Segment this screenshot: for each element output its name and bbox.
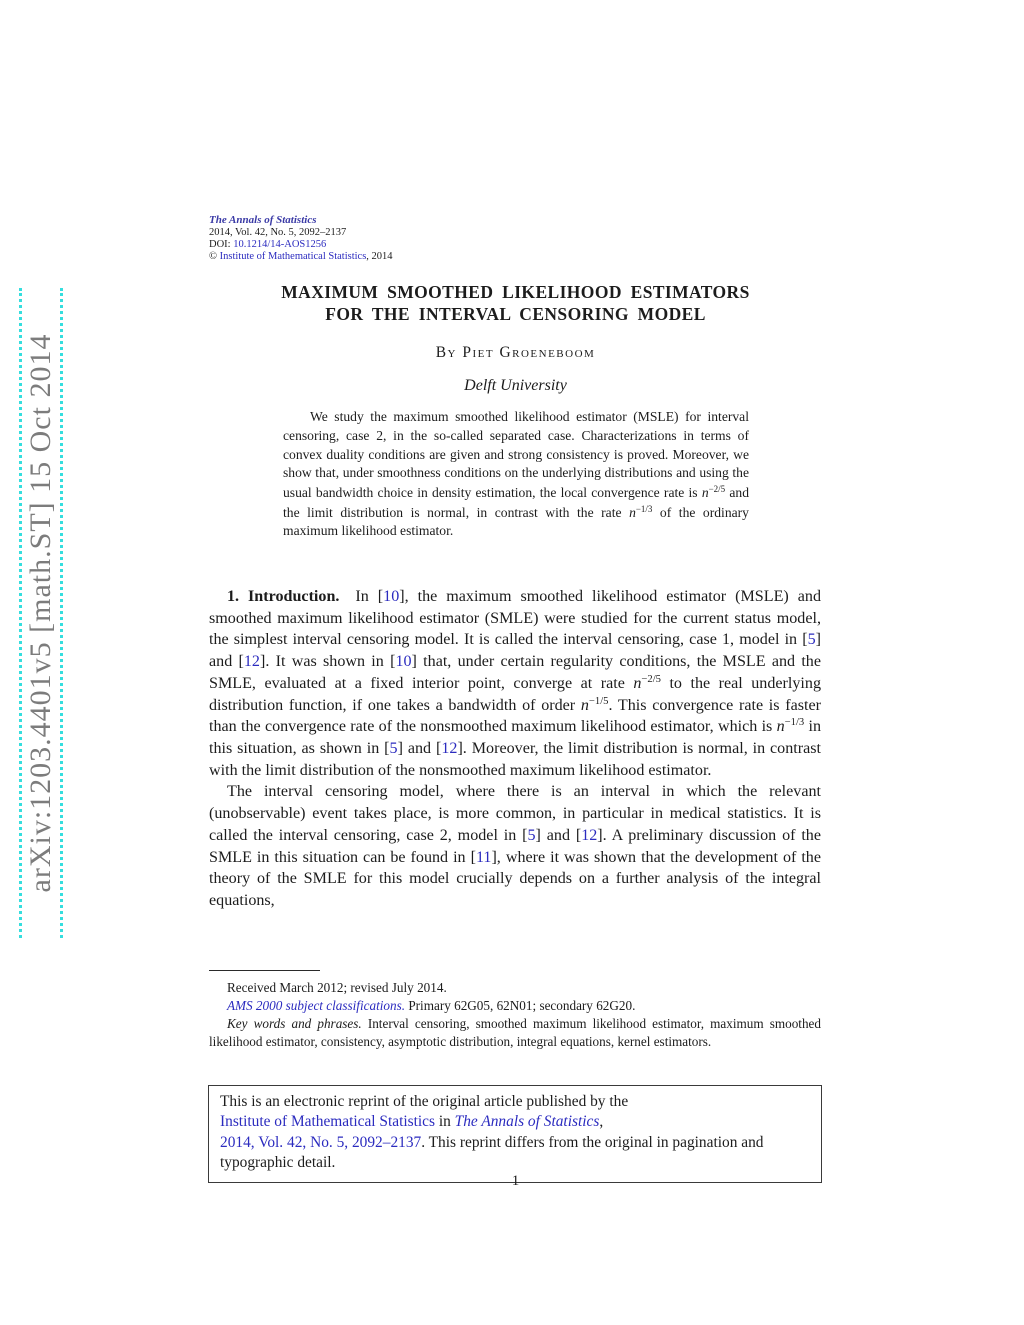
citation-5[interactable]: 5 [807,631,816,649]
text-segment: in this situation, as shown in [ [209,718,822,758]
text-segment: ] and [ [535,826,582,844]
footnote-keywords [209,1015,821,1051]
citation-12[interactable]: 12 [243,653,260,671]
footnote-ams [209,997,821,1015]
footnote-area [209,970,821,1051]
text-segment: Interval censoring, smoothed maximum likelihood estimator, maximum smoothed likelihood estimator, consistency, asymptotic distribution, integral equations, kernel estimators. [209,1016,821,1050]
text-segment: This is an electronic reprint of the original article published by the [220,1093,629,1110]
citation-10[interactable]: 10 [383,588,400,605]
ims-link[interactable]: Institute of Mathematical Statistics [220,1113,435,1131]
text-segment: −2/5 [708,484,726,494]
text-segment: −1/3 [784,717,805,729]
volume-link[interactable]: 2014, Vol. 42, No. 5, 2092–2137 [220,1133,422,1151]
text-segment: −1/5 [588,695,609,707]
publication-header [209,214,393,264]
text-segment: ] that, under certain regularity conditions, the MSLE and the SMLE, evaluated at a fixed interior point, converge at rate [209,653,821,692]
footnote-rule [209,970,320,971]
text-segment: Received March 2012; revised July 2014. [227,980,447,995]
text-segment: to the real underlying distribution function, if one takes a bandwidth of order [209,674,821,714]
text-segment: Primary 62G05, 62N01; secondary 62G20. [405,998,636,1014]
text-segment: Key words and phrases. [227,1016,362,1032]
text-segment: and the limit distribution is normal, in contrast with the rate [283,484,749,520]
journal-name: The Annals of Statistics [209,214,317,226]
text-segment: In [ [346,588,384,605]
text-segment: n [629,504,636,520]
text-segment: ], where it was shown that the development of the theory of the SMLE for this model crucially depends on a further analysis of the integral equations, [209,848,821,910]
arxiv-stamp-text: arXiv:1203.4401v5 [math.ST] 15 Oct 2014 [24,333,57,893]
text-segment: . This convergence rate is faster than the convergence rate of the nonsmoothed maximum likelihood estimator, which is [209,696,821,736]
doi-link[interactable]: 10.1214/14-AOS1256 [233,239,327,251]
text-segment: ], the maximum smoothed likelihood estimator (MSLE) and smoothed maximum likelihood estimator (SMLE) were studied for the current status model, the simplest interval censoring model. It is called the interval censoring, case 1, model in [ [209,588,821,649]
text-segment: We study the maximum smoothed likelihood estimator (MSLE) for interval censoring, case 2, in the so-called separated case. Characterizations in terms of convex duality conditions are given and strong consistency is proved. Moreover, we show that, under smoothness conditions on the underlying distributions and using the usual bandwidth choice in density estimation, the local convergence rate is [283,409,749,500]
copyright-line [209,251,393,263]
text-segment: ] and [ [209,631,821,671]
text-segment: The interval censoring model, where there is an interval in which the relevant (unobservable) event takes place, is more common, in particular in medical statistics. It is called the interval censoring, case 2, model in [ [209,783,821,844]
text-segment: © [209,251,220,263]
text-segment: n [633,674,642,692]
citation-12[interactable]: 12 [441,740,458,758]
text-segment: ]. A preliminary discussion of the SMLE in this situation can be found in [ [209,826,821,866]
text-segment: in [435,1113,455,1131]
text-segment: ]. It was shown in [ [259,653,396,671]
paper-title-line1: MAXIMUM SMOOTHED LIKELIHOOD ESTIMATORS [281,282,750,302]
text-segment: −2/5 [641,674,661,686]
text-segment: . This reprint differs from the original in pagination and typographic detail. [220,1133,764,1171]
ims-link[interactable]: Institute of Mathematical Statistics [219,251,367,263]
text-segment: 1. Introduction. [227,588,340,605]
intro-paragraph-1 [209,586,821,781]
footnote-received [209,979,821,997]
text-segment: ]. Moreover, the limit distribution is normal, in contrast with the limit distribution of the nonsmoothed maximum likelihood estimator. [209,740,821,779]
text-segment: −1/3 [635,503,653,514]
author-byline: By Piet Groeneboom [435,344,596,361]
paper-title [209,281,822,326]
annals-link[interactable]: The Annals of Statistics [454,1113,600,1131]
text-segment: n [776,718,785,736]
reprint-notice-box [208,1085,822,1183]
text-segment: n [580,696,589,714]
citation-12[interactable]: 12 [581,826,598,844]
intro-paragraph-2 [209,781,821,911]
citation-10[interactable]: 10 [395,653,412,671]
arxiv-stamp [19,288,63,938]
text-segment: n [701,484,709,500]
text-segment: ] and [ [397,740,442,758]
text-segment: DOI: [209,239,234,251]
text-segment: , 2014 [366,251,393,263]
text-segment: of the ordinary maximum likelihood estimator. [283,504,749,539]
citation-5[interactable]: 5 [389,740,398,758]
page-number: 1 [511,1173,520,1189]
volume-line: 2014, Vol. 42, No. 5, 2092–2137 [209,226,347,238]
author-affiliation: Delft University [464,377,567,394]
citation-11[interactable]: 11 [475,848,492,866]
doi-line [209,239,393,251]
abstract [283,408,749,541]
introduction-section [209,586,821,912]
paper-title-line2: FOR THE INTERVAL CENSORING MODEL [325,304,706,325]
text-segment: , [599,1113,604,1131]
citation-5[interactable]: 5 [527,826,536,844]
ams-classification-link[interactable]: AMS 2000 subject classifications. [227,998,406,1014]
